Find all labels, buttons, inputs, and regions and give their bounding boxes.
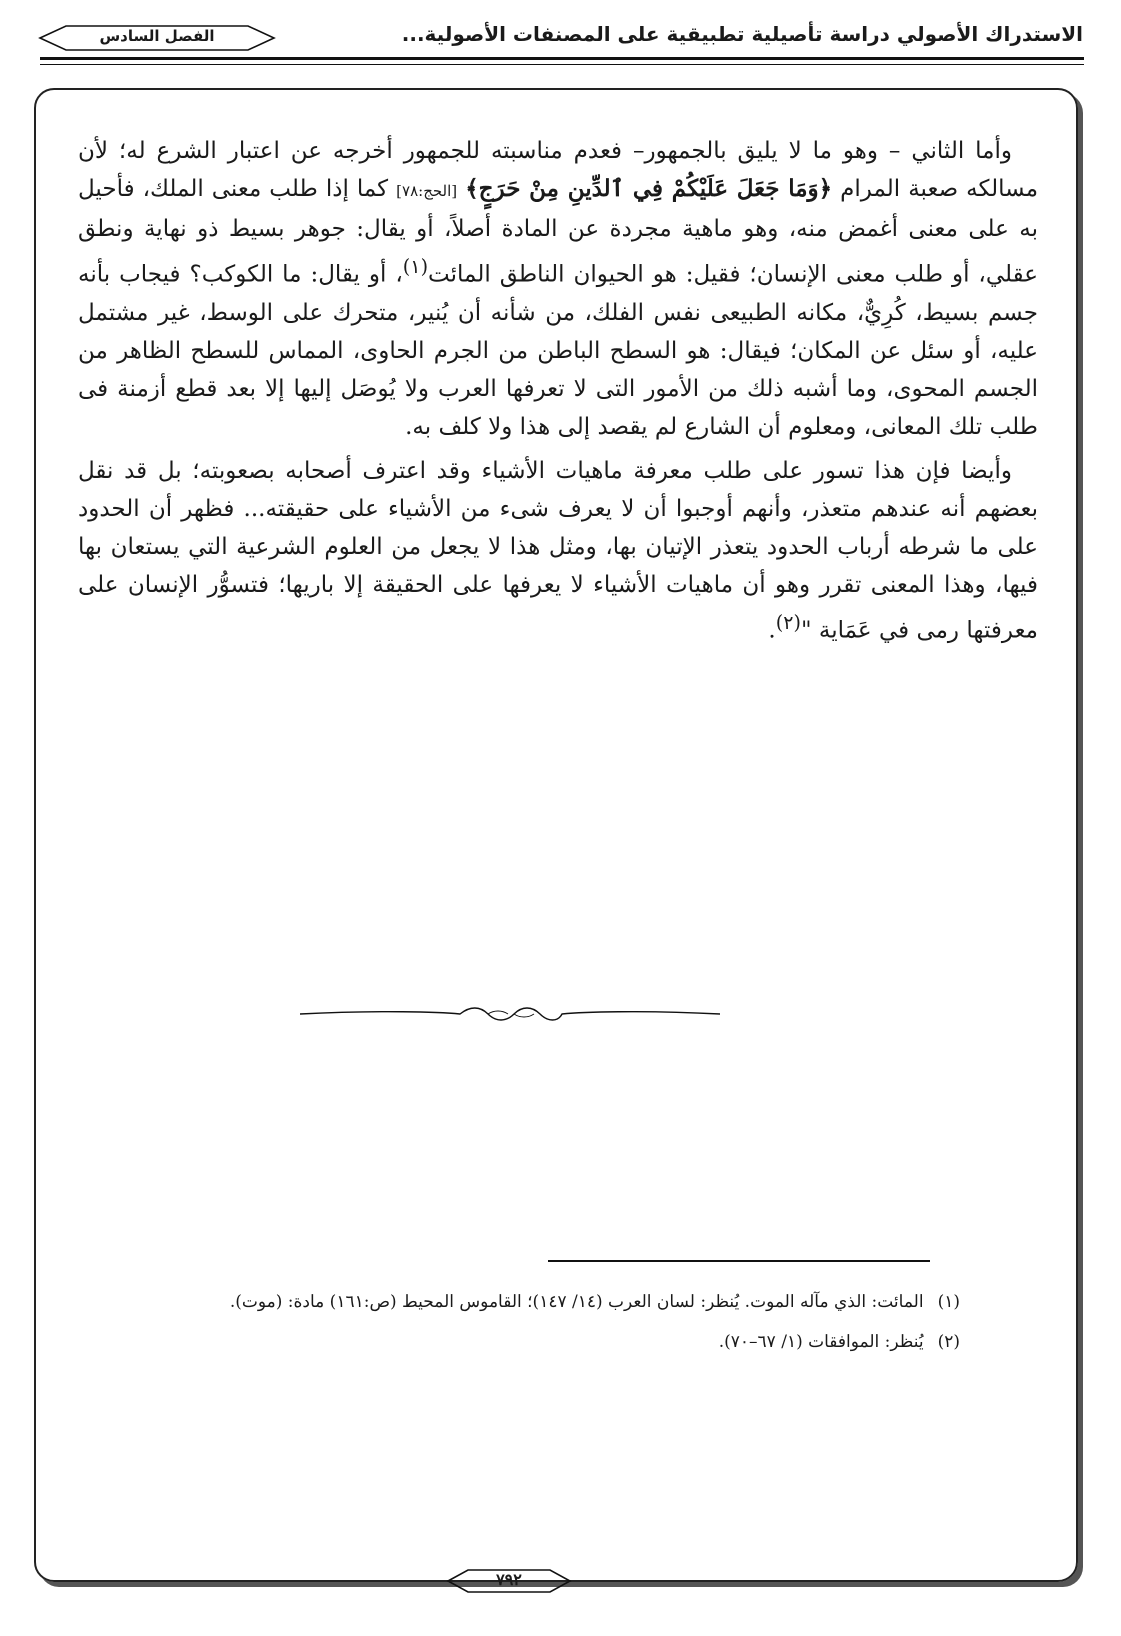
chapter-badge (32, 24, 282, 52)
page-number-badge (444, 1568, 574, 1594)
footnotes (78, 1288, 960, 1368)
page-number: ٧٩٢ (496, 1570, 522, 1589)
footnote-1: (١)المائت: الذي مآله الموت. يُنظر: لسان العرب (١٤/ ١٤٧)؛ القاموس المحيط (ص:١٦١) مادة: (موت). (229, 1292, 960, 1312)
running-header-title: الاستدراك الأصولي دراسة تأصيلية تطبيقية على المصنفات الأصولية... (401, 22, 1083, 46)
main-text (78, 132, 1038, 655)
section-divider-ornament-icon (300, 1000, 720, 1028)
header-rule (40, 57, 1084, 60)
footnote-marker-2: (٢) (775, 610, 801, 634)
footnote-2: (٢)يُنظر: الموافقات (١/ ٦٧–٧٠). (718, 1332, 960, 1352)
footnote-separator (548, 1260, 930, 1262)
verse-reference: [الحج:٧٨] (396, 182, 458, 200)
paragraph-1: وأما الثاني – وهو ما لا يليق بالجمهور– فعدم مناسبته للجمهور أخرجه عن اعتبار الشرع له؛ لأن مسالكه صعبة المرام ﴿وَمَا جَعَلَ عَلَيْكُمْ فِي ٱلدِّينِ مِنْ حَرَجٍ﴾ [الحج:٧٨] كما إذا طلب معنى الملك، فأحيل به على معنى أغمض منه، وهو ماهية مجردة عن المادة أصلاً، أو يقال: جوهر بسيط ذو نهاية ونطق عقلي، أو طلب معنى الإنسان؛ فقيل: هو الحيوان الناطق المائت$^{(١)}$، أو يقال: ما الكوكب؟ فيجاب بأنه جسم بسيط، كُرِيٌّ، مكانه الطبيعى نفس الفلك، من شأنه أن يُنير، متحرك على الوسط، غير مشتمل عليه، أو سئل عن المكان؛ فيقال: هو السطح الباطن من الجرم الحاوى، المماس للسطح الظاهر من الجسم المحوى، وما أشبه ذلك من الأمور التى لا تعرفها العرب ولا يُوصَل إليها إلا بعد قطع أزمنة فى طلب تلك المعانى، ومعلوم أن الشارع لم يقصد إلى هذا ولا كلف به. (78, 138, 1039, 440)
quran-verse: ﴿وَمَا جَعَلَ عَلَيْكُمْ فِي ٱلدِّينِ مِنْ حَرَجٍ﴾ (465, 175, 833, 202)
chapter-label: الفصل السادس (99, 27, 215, 45)
paragraph-2: وأيضا فإن هذا تسور على طلب معرفة ماهيات الأشياء وقد اعترف أصحابه بصعوبته؛ بل قد نقل بعضهم أنه عندهم متعذر، وأنهم أوجبوا أن لا يعرف شىء من الأشياء على حقيقته... فظهر أن الحدود على ما شرطه أرباب الحدود يتعذر الإتيان بها، ومثل هذا لا يجعل من العلوم الشرعية التي يستعان بها فيها، وهذا المعنى تقرر وهو أن ماهيات الأشياء لا يعرفها على الحقيقة إلا باريها؛ فتسوُّر الإنسان على معرفتها رمى في عَمَاية "$^{(٢)}$. (78, 457, 1038, 644)
header-rule-thin (40, 64, 1084, 65)
footnote-marker-1: (١) (402, 255, 429, 278)
